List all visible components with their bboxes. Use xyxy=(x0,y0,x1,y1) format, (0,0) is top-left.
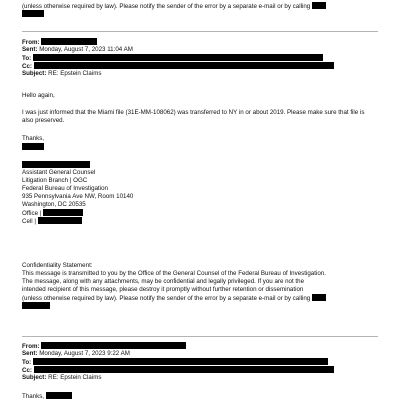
redaction-box xyxy=(22,10,44,17)
redacted-sender xyxy=(41,38,97,45)
thanks: Thanks, xyxy=(22,393,45,400)
redacted-name xyxy=(22,143,44,150)
sig-address: 935 Pennsylvania Ave NW, Room 10140 xyxy=(22,193,134,200)
conf-line: intended recipient of this message, please destroy it promptly without further retention or dissemination xyxy=(22,286,304,293)
redacted-office-phone xyxy=(43,209,83,216)
from-label: From: xyxy=(22,343,40,350)
previous-message-fragment xyxy=(22,2,378,18)
sent-value: Monday, August 7, 2023 9:22 AM xyxy=(39,350,130,357)
to-label: To: xyxy=(22,55,32,62)
email-header xyxy=(22,342,378,382)
message-divider xyxy=(22,336,378,337)
signature xyxy=(22,161,378,225)
office-label: Office | xyxy=(22,210,42,217)
sig-branch: Litigation Branch | OGC xyxy=(22,177,88,184)
redacted-sender xyxy=(41,342,186,349)
redaction-box xyxy=(312,2,326,9)
sig-title: Assistant General Counsel xyxy=(22,169,96,176)
redacted-recipients xyxy=(33,358,328,365)
to-label: To: xyxy=(22,359,32,366)
subject-label: Subject: xyxy=(22,374,47,381)
body-paragraph: I was just informed that the Miami file (31E-MM-108062) was transferred to NY in or about 2019. Please make sure that file is also preserved. xyxy=(22,109,365,124)
conf-line: (unless otherwise required by law). Please notify the sender of the error by a separate e-mail or by calling xyxy=(22,295,311,302)
email-header xyxy=(22,38,378,78)
subject-value: RE: Epstein Claims xyxy=(48,374,102,381)
subject-value: RE: Epstein Claims xyxy=(48,70,102,77)
redacted-cell-phone xyxy=(38,217,82,224)
message-divider xyxy=(22,31,378,32)
fragment-line: (unless otherwise required by law). Please notify the sender of the error by a separate e-mail or by calling xyxy=(22,3,311,10)
greeting: Hello again, xyxy=(22,92,55,99)
cc-label: Cc: xyxy=(22,63,32,70)
redacted-signer-name xyxy=(22,161,90,168)
subject-label: Subject: xyxy=(22,70,47,77)
redaction-box xyxy=(312,294,326,301)
redacted-cc xyxy=(34,366,334,373)
redacted-recipients xyxy=(33,54,323,61)
redacted-name xyxy=(46,392,72,399)
redaction-box xyxy=(22,302,50,309)
sent-value: Monday, August 7, 2023 11:04 AM xyxy=(39,46,133,53)
sig-agency: Federal Bureau of Investigation xyxy=(22,185,108,192)
confidentiality-statement xyxy=(22,262,378,310)
cc-label: Cc: xyxy=(22,367,32,374)
redacted-cc xyxy=(34,62,334,69)
thanks: Thanks, xyxy=(22,135,45,142)
conf-line: The message, along with any attachments, may be confidential and legally privileged. If you are not the xyxy=(22,278,305,285)
cell-label: Cell | xyxy=(22,218,36,225)
conf-title: Confidentiality Statement: xyxy=(22,262,93,269)
sent-label: Sent: xyxy=(22,350,38,357)
sig-city: Washington, DC 20535 xyxy=(22,201,86,208)
sent-label: Sent: xyxy=(22,46,38,53)
conf-line: This message is transmitted to you by the Office of the General Counsel of the Federal Bureau of Investigation. xyxy=(22,270,326,277)
email-body xyxy=(22,92,378,100)
from-label: From: xyxy=(22,39,40,46)
